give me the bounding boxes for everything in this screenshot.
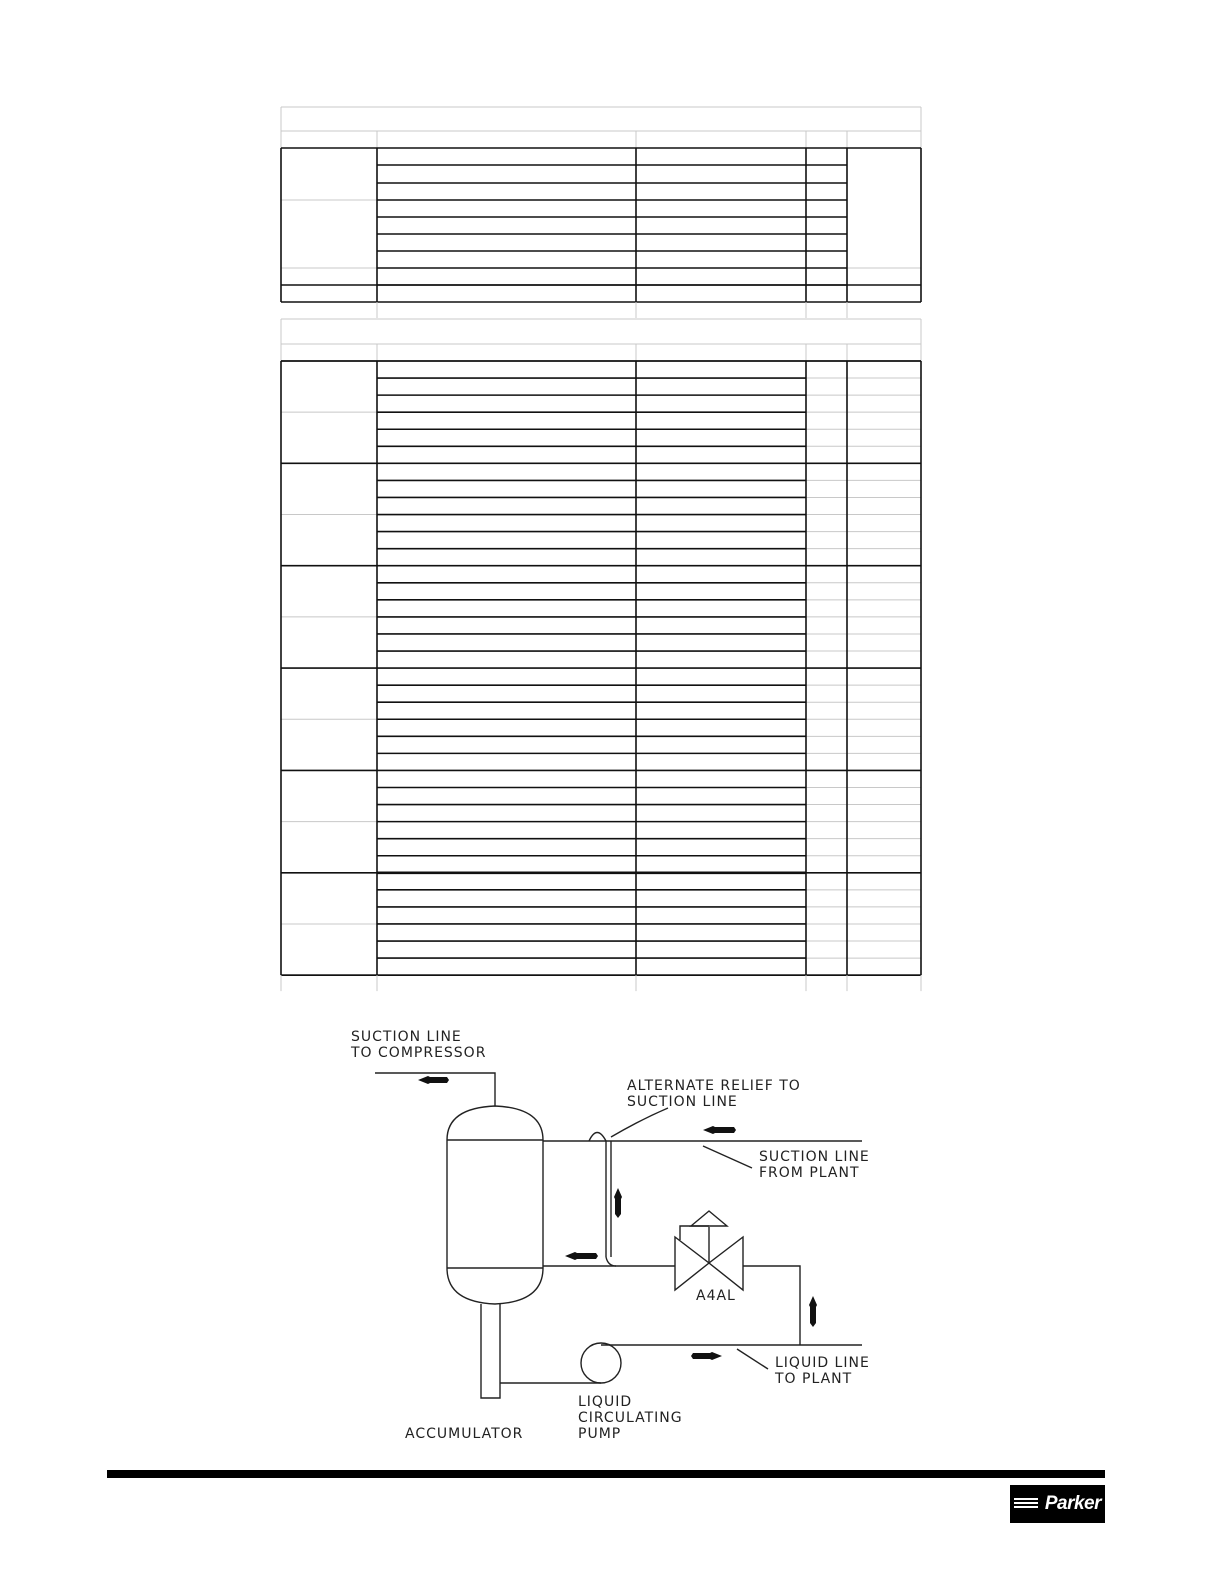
svg-text:CIRCULATING [578, 1410, 683, 1426]
svg-text:TO COMPRESSOR [350, 1045, 486, 1061]
flow-arrow-liquid-up [809, 1296, 817, 1327]
svg-text:SUCTION LINE [759, 1149, 870, 1165]
flow-arrow-suction-in [703, 1126, 736, 1134]
table-2 [281, 319, 921, 991]
svg-text:A4AL [696, 1288, 736, 1304]
label-accumulator: ACCUMULATOR [405, 1426, 524, 1442]
parker-logo-text: Parker [1044, 1493, 1101, 1514]
label-valve: A4AL [696, 1288, 736, 1304]
valve-actuator [691, 1211, 727, 1226]
label-pump-1: LIQUID [578, 1394, 633, 1410]
parker-logo [1010, 1485, 1105, 1523]
label-liquid-to-plant-1: LIQUID LINE [775, 1355, 870, 1371]
parker-flag-icon [1014, 1498, 1038, 1510]
label-suction-to-compressor-2: TO COMPRESSOR [351, 1045, 487, 1061]
label-alternate-relief-1: ALTERNATE RELIEF TO [627, 1078, 801, 1094]
label-suction-to-compressor-1: SUCTION LINE [351, 1029, 462, 1045]
svg-text:ACCUMULATOR [405, 1426, 523, 1442]
table-1 [281, 107, 921, 318]
svg-text:TO PLANT [774, 1371, 852, 1387]
footer-rule [107, 1470, 1105, 1478]
svg-text:PUMP [578, 1426, 621, 1442]
svg-text:ALTERNATE RELIEF TO [627, 1078, 801, 1094]
flow-arrow-suction-out [418, 1076, 449, 1084]
flow-arrow-relief-up [614, 1188, 622, 1218]
flow-arrow-return [565, 1252, 598, 1260]
svg-text:FROM PLANT [759, 1165, 860, 1181]
label-pump-3: PUMP [578, 1426, 622, 1442]
svg-text:LIQUID [578, 1394, 632, 1410]
relief-loop [589, 1133, 606, 1142]
accumulator-vessel [447, 1106, 543, 1304]
label-suction-from-plant-1: SUCTION LINE [759, 1149, 870, 1165]
circulating-pump [581, 1343, 621, 1383]
label-pump-2: CIRCULATING [578, 1410, 683, 1426]
svg-text:SUCTION LINE [627, 1094, 738, 1110]
flow-arrow-liquid-out [691, 1352, 722, 1360]
label-alternate-relief-2: SUCTION LINE [627, 1094, 738, 1110]
label-suction-from-plant-2: FROM PLANT [759, 1165, 860, 1181]
label-liquid-to-plant-2: TO PLANT [775, 1371, 853, 1387]
accumulator-piping-diagram [0, 1000, 1224, 1470]
svg-text:SUCTION LINE [351, 1029, 462, 1045]
svg-text:LIQUID LINE [775, 1355, 870, 1371]
